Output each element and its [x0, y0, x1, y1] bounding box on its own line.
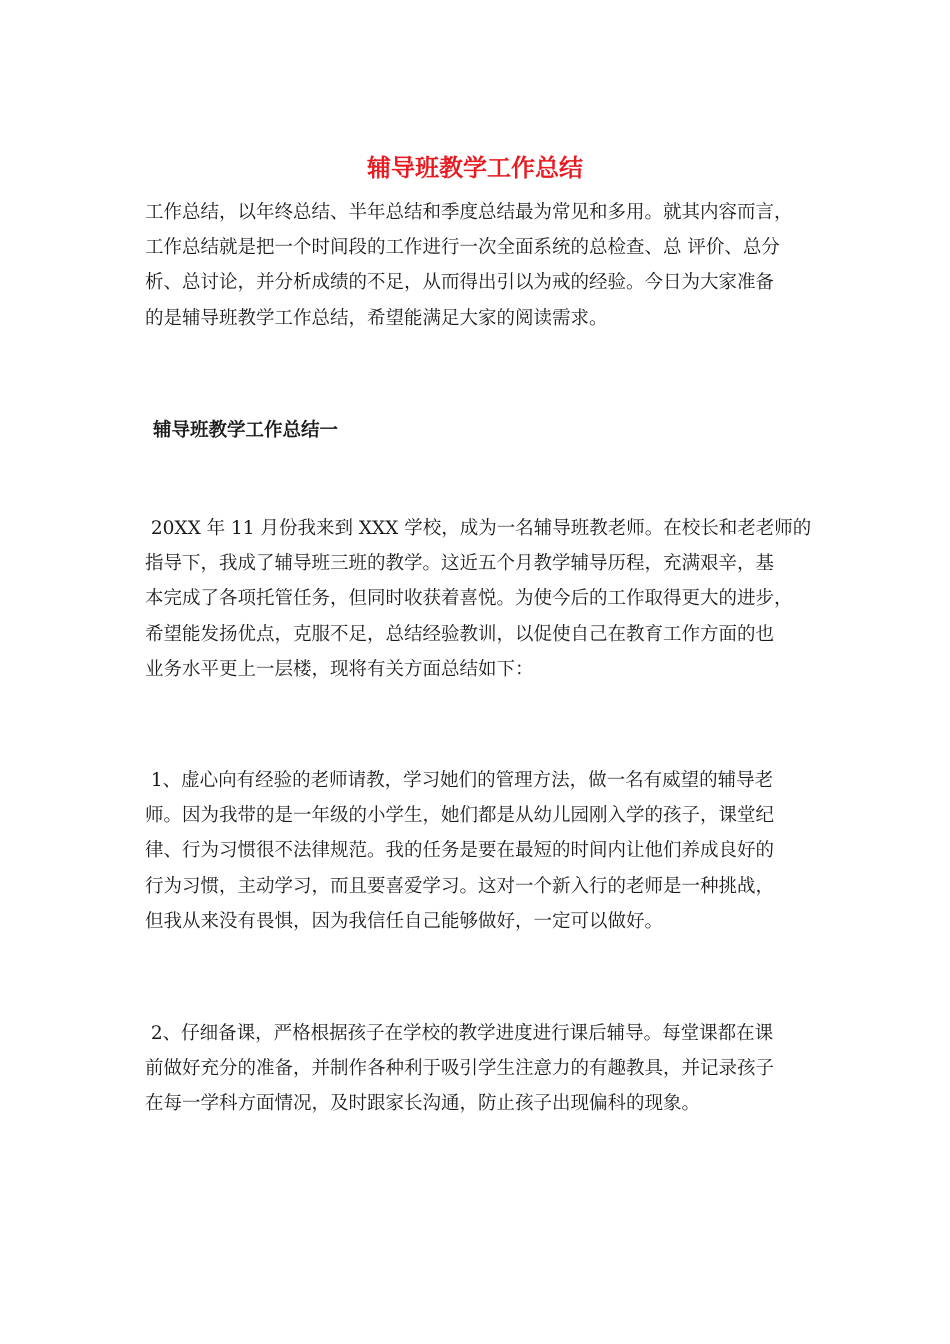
text-line: 1、虚心向有经验的老师请教，学习她们的管理方法，做一名有威望的辅导老 — [145, 770, 774, 791]
document-title: 辅导班教学工作总结 — [367, 153, 583, 182]
text-line: 本完成了各项托管任务，但同时收获着喜悦。为使今后的工作取得更大的进步， — [145, 588, 793, 610]
text-line: 业务水平更上一层楼，现将有关方面总结如下： — [145, 658, 534, 680]
section-heading: 辅导班教学工作总结一 — [153, 420, 339, 441]
text-line: 前做好充分的准备，并制作各种利于吸引学生注意力的有趣教具，并记录孩子 — [145, 1058, 775, 1080]
body-paragraph-1 — [145, 511, 810, 687]
intro-paragraph — [145, 195, 810, 336]
text-line: 但我从来没有畏惧，因为我信任自己能够做好，一定可以做好。 — [145, 910, 664, 932]
text-line: 2、仔细备课，严格根据孩子在学校的教学进度进行课后辅导。每堂课都在课 — [145, 1023, 774, 1044]
text-line: 希望能发扬优点，克服不足，总结经验教训，以促使自己在教育工作方面的也 — [145, 623, 775, 645]
text-line: 律、行为习惯很不法律规范。我的任务是要在最短的时间内让他们养成良好的 — [145, 840, 775, 862]
text-line: 20XX 年 11 月份我来到 XXX 学校，成为一名辅导班教老师。在校长和老老师的 — [145, 518, 812, 539]
text-line: 在每一学科方面情况，及时跟家长沟通，防止孩子出现偏科的现象。 — [145, 1093, 701, 1115]
text-line: 师。因为我带的是一年级的小学生，她们都是从幼儿园刚入学的孩子，课堂纪 — [145, 805, 775, 827]
text-line: 工作总结，以年终总结、半年总结和季度总结最为常见和多用。就其内容而言， — [145, 202, 793, 223]
text-line: 指导下，我成了辅导班三班的教学。这近五个月教学辅导历程，充满艰辛，基 — [145, 553, 775, 575]
text-line: 的是辅导班教学工作总结，希望能满足大家的阅读需求。 — [145, 307, 608, 329]
body-paragraph-3 — [145, 1016, 810, 1122]
text-line: 析、总讨论，并分析成绩的不足，从而得出引以为戒的经验。今日为大家准备 — [145, 272, 775, 294]
text-line: 行为习惯，主动学习，而且要喜爱学习。这对一个新入行的老师是一种挑战， — [145, 875, 775, 897]
text-line: 工作总结就是把一个时间段的工作进行一次全面系统的总检查、总 评价、总分 — [145, 237, 780, 259]
body-paragraph-2 — [145, 763, 810, 939]
